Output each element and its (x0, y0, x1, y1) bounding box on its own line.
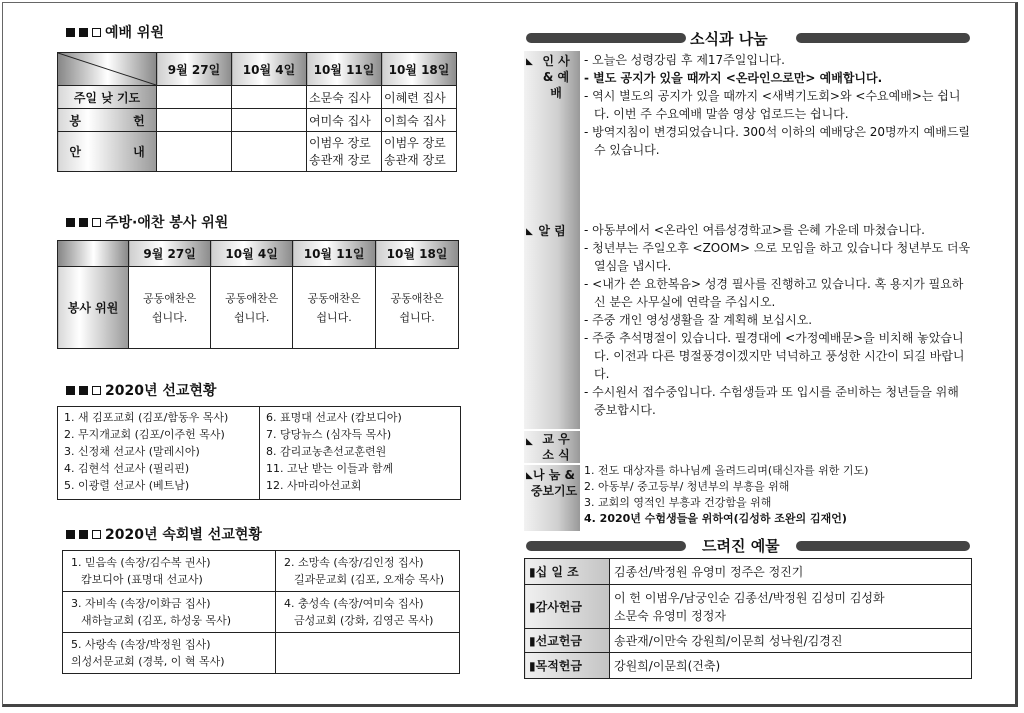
kitchen-date-1: 9월 27일 (129, 241, 211, 267)
prayer-item: 3. 교회의 영적인 부흥과 건강함을 위해 (584, 496, 772, 509)
worship-row-label: 안 내 (58, 132, 157, 172)
mission-item: 6. 표명대 선교사 (캄보디아) (266, 411, 402, 424)
offering-value: 강원희/이문희(건축) (610, 653, 972, 679)
diagonal-header-cell (58, 53, 157, 86)
mission-item: 8. 감리교농촌선교훈련원 (266, 445, 387, 458)
kitchen-date-2: 10월 4일 (211, 241, 293, 267)
mission-right-column (260, 407, 460, 499)
greeting-label-box (524, 51, 580, 223)
offering-label: ▮목적헌금 (525, 653, 610, 679)
offering-label: ▮감사헌금 (525, 585, 610, 629)
square-icon (66, 530, 75, 539)
square-icon (79, 28, 88, 37)
offering-table (524, 558, 972, 679)
offering-value: 김종선/박정원 유영미 정주은 정진기 (610, 559, 972, 585)
prayer-label-box (524, 465, 580, 531)
group-mission-heading (66, 524, 262, 544)
mission-heading (66, 380, 216, 400)
group-mission-cell: 4. 충성속 (속장/여미숙 집사) 금성교회 (강화, 김영곤 목사) (276, 592, 460, 633)
square-icon (66, 218, 75, 227)
worship-row-label: 봉 헌 (58, 109, 157, 132)
prayer-item: 4. 2020년 수험생들을 위하여(김성하 조완의 김재언) (584, 512, 847, 525)
worship-heading (66, 22, 164, 42)
greeting-item: - 역시 별도의 공지가 있을 때까지 <새벽기도회>와 <수요예배>는 쉽니다. 이번 주 수요예배 말씀 영상 업로드는 쉽니다. (584, 89, 961, 121)
greeting-item: - 별도 공지가 있을 때까지 <온라인으로만> 예배합니다. (584, 71, 883, 85)
worship-cell (157, 109, 232, 132)
offering-value: 송관재/이만숙 강원희/이문희 성낙원/김경진 (610, 629, 972, 653)
kitchen-cell: 공동애찬은 쉽니다. (211, 267, 293, 349)
square-icon (66, 386, 75, 395)
mission-title: 2020년 선교현황 (105, 383, 217, 399)
triangle-icon: ◣ (526, 437, 533, 447)
mission-item: 1. 새 김포교회 (김포/함동우 목사) (64, 411, 229, 424)
mission-item: 3. 신정채 선교사 (말레시아) (64, 445, 200, 458)
group-mission-cell: 5. 사랑속 (속장/박정원 집사) 의성서문교회 (경북, 이 혁 목사) (63, 633, 276, 674)
worship-date-1: 9월 27일 (157, 53, 232, 86)
worship-date-4: 10월 18일 (382, 53, 457, 86)
worship-cell (232, 109, 307, 132)
group-mission-cell: 2. 소망속 (속장/김인정 집사) 길과문교회 (김포, 오재승 목사) (276, 551, 460, 592)
square-icon (79, 386, 88, 395)
hollow-square-icon (92, 218, 101, 227)
kitchen-heading (66, 212, 228, 232)
notice-item: - 청년부는 주일오후 <ZOOM> 으로 모임을 하고 있습니다 청년부도 더욱 열심을 냅시다. (584, 241, 971, 273)
worship-cell (157, 86, 232, 109)
mission-item: 4. 김현석 선교사 (필리핀) (64, 462, 190, 475)
mission-item: 2. 무지개교회 (김포/이주헌 목사) (64, 428, 225, 441)
kitchen-cell: 공동애찬은 쉽니다. (129, 267, 211, 349)
triangle-icon: ◣ (526, 471, 533, 481)
worship-row-label: 주일 낮 기도 (58, 86, 157, 109)
hollow-square-icon (92, 28, 101, 37)
mission-item: 5. 이광렬 선교사 (베트남) (64, 479, 190, 492)
worship-cell (232, 132, 307, 172)
notice-item: - <내가 쓴 요한복음> 성경 필사를 진행하고 있습니다. 혹 용지가 필요하신 분은 사무실에 연락을 주십시오. (584, 277, 964, 309)
hollow-square-icon (92, 386, 101, 395)
offering-value: 이 헌 이범우/남궁인순 김종선/박정원 김성미 김성화 소문숙 유영미 정정자 (610, 585, 972, 629)
prayer-item: 2. 아동부/ 중고등부/ 청년부의 부흥을 위해 (584, 480, 790, 493)
mission-list (57, 406, 461, 500)
worship-cell: 이범우 장로 송관재 장로 (382, 132, 457, 172)
prayer-label: 나 눔 & 중보기도 (530, 468, 578, 498)
mission-item: 11. 고난 받는 이들과 함께 (266, 462, 394, 475)
greeting-text (584, 51, 972, 159)
worship-cell: 여미숙 집사 (307, 109, 382, 132)
notice-item: - 수시원서 접수중입니다. 수험생들과 또 입시를 준비하는 청년들을 위해 중보합시다. (584, 385, 959, 417)
notice-item: - 주중 개인 영성생활을 잘 계획해 보십시오. (584, 313, 813, 327)
kitchen-cell: 공동애찬은 쉽니다. (293, 267, 376, 349)
notice-item: - 주중 추석명절이 있습니다. 필경대에 <가정예배문>을 비치해 놓았습니다. 이전과 다른 명절풍경이겠지만 넉넉하고 풍성한 시간이 되길 바랍니다. (584, 331, 965, 381)
mission-item: 12. 사마리아선교회 (266, 479, 362, 492)
triangle-icon: ◣ (526, 227, 533, 237)
group-mission-empty-cell (276, 633, 460, 674)
kitchen-date-3: 10월 11일 (293, 241, 376, 267)
worship-cell (232, 86, 307, 109)
notice-label: 알 림 (538, 224, 566, 238)
square-icon (66, 28, 75, 37)
kitchen-table (57, 240, 459, 349)
mission-item: 7. 당당뉴스 (심자득 목사) (266, 428, 392, 441)
prayer-text (584, 463, 972, 527)
worship-cell (157, 132, 232, 172)
worship-cell: 이범우 장로 송관재 장로 (307, 132, 382, 172)
square-icon (79, 218, 88, 227)
worship-cell: 이희숙 집사 (382, 109, 457, 132)
offering-label: ▮선교헌금 (525, 629, 610, 653)
greeting-item: - 방역지침이 변경되었습니다. 300석 이하의 예배당은 20명까지 예배드릴 수 있습니다. (584, 125, 971, 157)
group-mission-cell: 3. 자비속 (속장/이화금 집사) 새하늘교회 (김포, 하성웅 목사) (63, 592, 276, 633)
kitchen-cell: 공동애찬은 쉽니다. (376, 267, 459, 349)
greeting-label: 인 사 & 예 배 (542, 54, 570, 100)
offering-bar-right (796, 541, 970, 551)
notice-item: - 아동부에서 <온라인 여름성경학교>를 은혜 가운데 마쳤습니다. (584, 223, 925, 237)
notice-label-box (524, 221, 580, 429)
worship-date-2: 10월 4일 (232, 53, 307, 86)
news-title: 소식과 나눔 (690, 30, 768, 48)
offering-label: ▮십 일 조 (525, 559, 610, 585)
prayer-item: 1. 전도 대상자를 하나님께 올려드리며(태신자를 위한 기도) (584, 464, 869, 477)
mission-left-column (58, 407, 260, 499)
fellowship-label-box (524, 431, 580, 463)
title-bar-left (526, 33, 686, 43)
group-mission-title: 2020년 속회별 선교현황 (105, 527, 262, 543)
kitchen-date-4: 10월 18일 (376, 241, 459, 267)
kitchen-title: 주방·애찬 봉사 위원 (105, 215, 229, 231)
notice-text (584, 221, 972, 419)
greeting-item: - 오늘은 성령강림 후 제17주일입니다. (584, 53, 785, 67)
worship-cell: 이혜련 집사 (382, 86, 457, 109)
worship-cell: 소문숙 집사 (307, 86, 382, 109)
title-bar-right (796, 33, 970, 43)
worship-table (57, 52, 457, 172)
offering-bar-left (526, 541, 686, 551)
offering-title: 드려진 예물 (702, 537, 780, 555)
worship-date-3: 10월 11일 (307, 53, 382, 86)
square-icon (79, 530, 88, 539)
kitchen-corner-cell (58, 241, 129, 267)
group-mission-cell: 1. 믿음속 (속장/김수복 권사) 캄보디아 (표명대 선교사) (63, 551, 276, 592)
group-mission-table (62, 550, 460, 674)
triangle-icon: ◣ (526, 57, 533, 67)
worship-title: 예배 위원 (105, 25, 164, 41)
fellowship-label: 교 우 소 식 (542, 432, 570, 462)
kitchen-row-label: 봉사 위원 (58, 267, 129, 349)
hollow-square-icon (92, 530, 101, 539)
